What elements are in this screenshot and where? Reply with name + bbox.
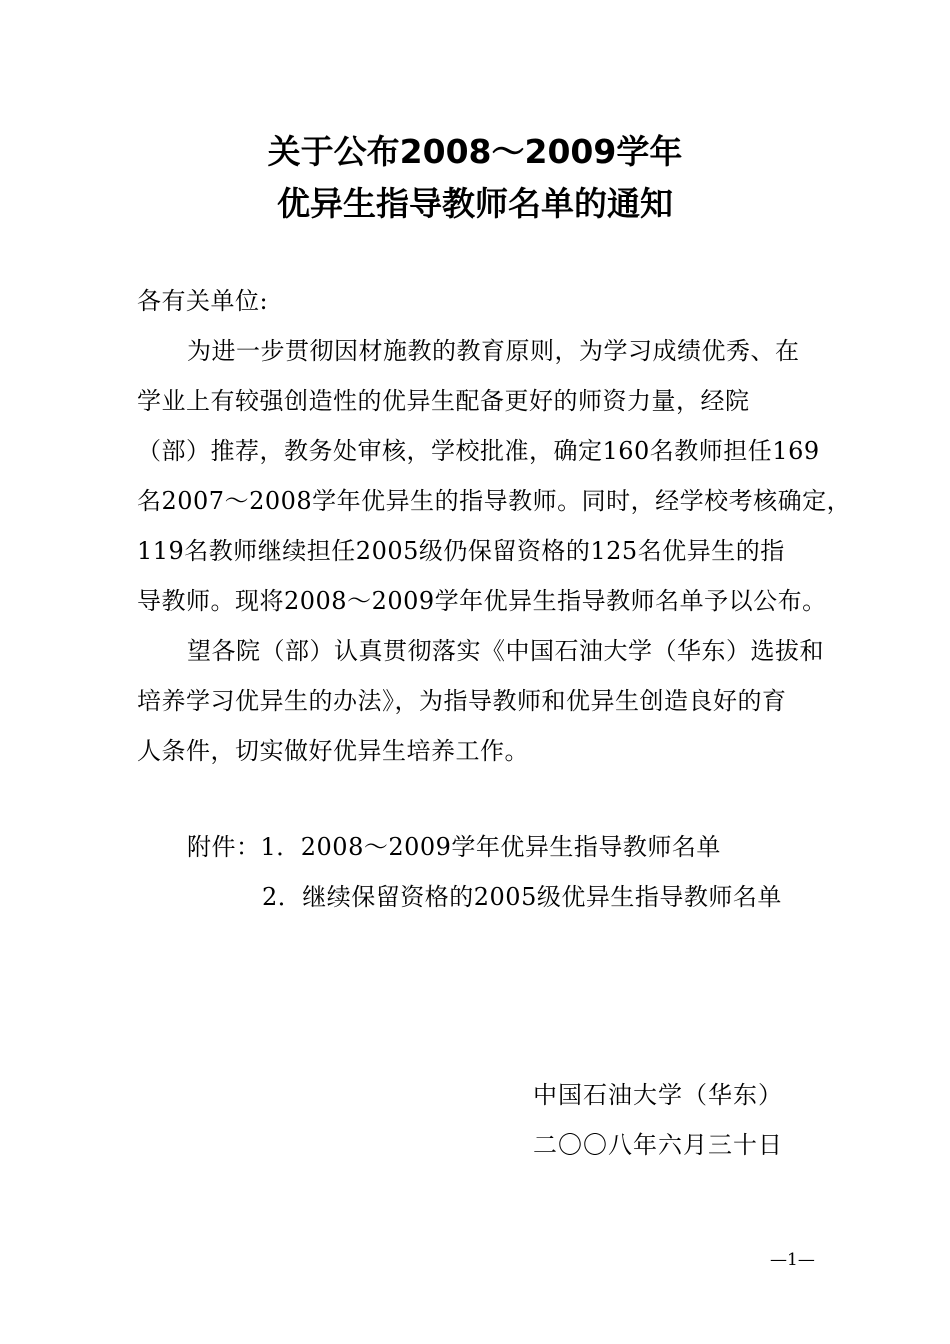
page-number: —1— (770, 1250, 815, 1270)
paragraph-2-line-1: 望各院（部）认真贯彻落实《中国石油大学（华东）选拔和 (187, 637, 824, 665)
paragraph-1-line-3: （部）推荐，教务处审核，学校批准，确定160名教师担任169 (137, 437, 820, 465)
issue-date: 二〇〇八年六月三十日 (533, 1131, 783, 1159)
document-title-line-1: 关于公布2008～2009学年 (267, 132, 683, 171)
paragraph-1-line-2: 学业上有较强创造性的优异生配备更好的师资力量，经院 (137, 387, 750, 415)
issuer: 中国石油大学（华东） (533, 1081, 783, 1109)
attachment-2: 2．继续保留资格的2005级优异生指导教师名单 (262, 883, 782, 911)
paragraph-1-line-1: 为进一步贯彻因材施教的教育原则，为学习成绩优秀、在 (187, 337, 800, 365)
salutation: 各有关单位: (137, 287, 269, 315)
paragraph-1-line-4: 名2007～2008学年优异生的指导教师。同时，经学校考核确定， (137, 487, 852, 515)
paragraph-2-line-2: 培养学习优异生的办法》，为指导教师和优异生创造良好的育 (137, 687, 787, 715)
paragraph-1-line-6: 导教师。现将2008～2009学年优异生指导教师名单予以公布。 (137, 587, 827, 615)
document-title-line-2: 优异生指导教师名单的通知 (277, 184, 673, 223)
paragraph-1-line-5: 119名教师继续担任2005级仍保留资格的125名优异生的指 (137, 537, 785, 565)
attachment-1: 附件：1．2008～2009学年优异生指导教师名单 (187, 833, 721, 861)
paragraph-2-line-3: 人条件，切实做好优异生培养工作。 (137, 737, 529, 765)
